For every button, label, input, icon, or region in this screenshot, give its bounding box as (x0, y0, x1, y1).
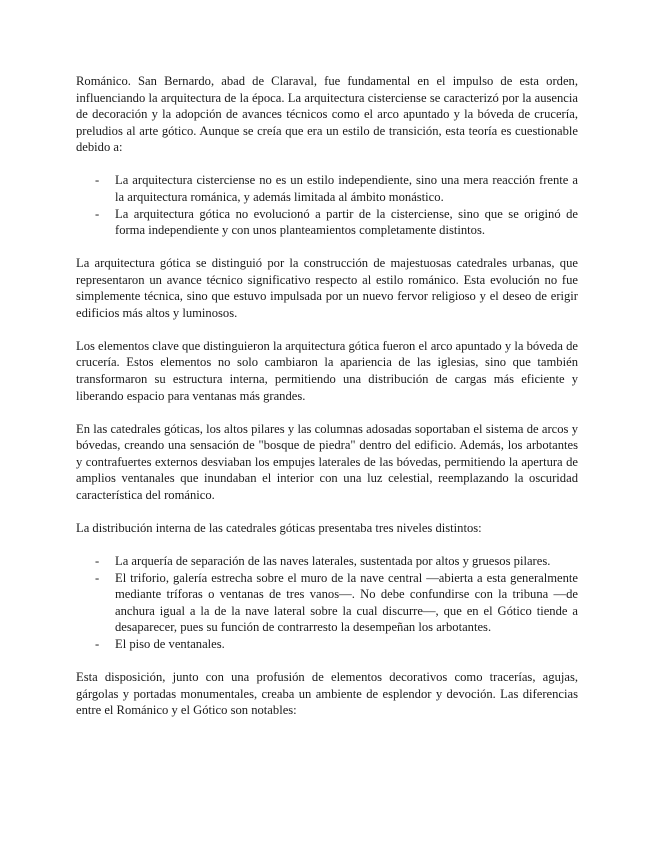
list-item (76, 570, 578, 636)
list-item-text: La arquitectura cisterciense no es un estilo independiente, sino una mera reacción frente a la arquitectura románica, y además limitada al ámbito monástico. (115, 173, 578, 204)
paragraph-cistercian-intro: Románico. San Bernardo, abad de Claraval, fue fundamental en el impulso de esta orden, influenciando la arquitectura de la época. La arquitectura cisterciense se caracterizó por la ausencia de decoración y la adopción de avances técnicos como el arco apuntado y la bóveda de crucería, preludios al arte gótico. Aunque se creía que era un estilo de transición, esta teoría es cuestionable debido a: (76, 74, 578, 155)
paragraph-gothic-cathedrals: La arquitectura gótica se distinguió por la construcción de majestuosas catedrales urbanas, que representaron un avance técnico significativo respecto al estilo románico. Esta evolución no fue simplemente técnica, sino que estuvo impulsada por un nuevo fervor religioso y el deseo de erigir edificios más altos y luminosos. (76, 256, 578, 320)
paragraph-key-elements: Los elementos clave que distinguieron la arquitectura gótica fueron el arco apuntado y la bóveda de crucería. Estos elementos no solo cambiaron la apariencia de las iglesias, sino que también transformaron su estructura interna, permitiendo una distribución de cargas más eficiente y liberando espacio para ventanas más grandes. (76, 338, 578, 403)
paragraph-decoration-differences: Esta disposición, junto con una profusión de elementos decorativos como tracerías, agujas, gárgolas y portadas monumentales, creaba un ambiente de esplendor y devoción. Las diferencias entre el Románico y el Gótico son notables: (76, 669, 578, 718)
list-item-text: El triforio, galería estrecha sobre el muro de la nave central —abierta a esta generalmente mediante tríforas o ventanas de tres vanos—. No debe confundirse con la tribuna —de anchura igual a la de la nave lateral sobre la cual discurre—, que en el Gótico tiende a desaparecer, pues su función de contrarresto la desempeñan los arbotantes. (115, 570, 578, 635)
list-item-text: El piso de ventanales. (115, 636, 225, 651)
list-item (76, 206, 578, 239)
list-item (76, 636, 578, 653)
bullet-dash: - (95, 554, 100, 568)
list-item-text: La arquitectura gótica no evolucionó a partir de la cisterciense, sino que se originó de forma independiente y con unos planteamientos completamente distintos. (115, 206, 578, 238)
list-item (76, 553, 578, 570)
bullet-dash: - (95, 636, 100, 651)
bullet-list-cathedral-levels (76, 553, 578, 653)
bullet-list-cistercian-objections (76, 172, 578, 238)
paragraph-internal-distribution: La distribución interna de las catedrales góticas presentaba tres niveles distintos: (76, 521, 482, 536)
bullet-dash: - (95, 206, 100, 221)
list-item-text: La arquería de separación de las naves laterales, sustentada por altos y gruesos pilares. (115, 554, 551, 568)
document-body (76, 73, 578, 735)
bullet-dash: - (95, 173, 100, 188)
bullet-dash: - (95, 570, 100, 585)
paragraph-pillars-buttresses: En las catedrales góticas, los altos pilares y las columnas adosadas soportaban el sistema de arcos y bóvedas, creando una sensación de "bosque de piedra" dentro del edificio. Además, los arbotantes y contrafuertes externos desviaban los empujes laterales de las bóvedas, permitiendo la apertura de amplios ventanales que inundaban el interior con una luz celestial, reemplazando la oscuridad característica del románico. (76, 421, 578, 503)
list-item (76, 172, 578, 205)
